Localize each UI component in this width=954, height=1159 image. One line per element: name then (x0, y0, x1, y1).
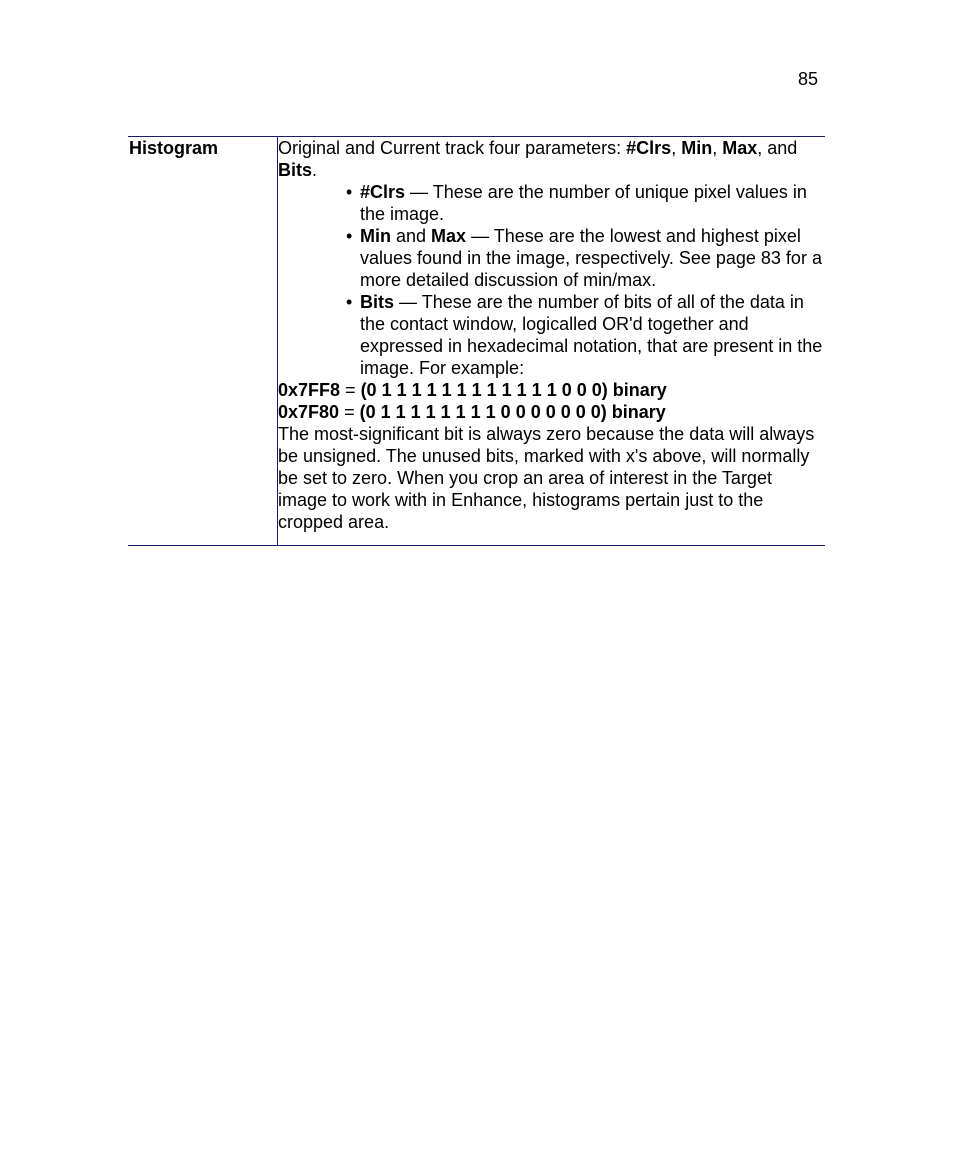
page-number: 85 (797, 69, 818, 89)
bullet-icon: • (346, 292, 353, 312)
example-equals: = (340, 380, 361, 400)
intro-bold-min: Min (681, 138, 713, 158)
intro-paragraph (278, 137, 825, 181)
parameter-list (278, 181, 825, 379)
description-cell (278, 137, 825, 545)
bullet-bold: #Clrs (360, 182, 406, 202)
intro-bold-clrs: #Clrs (626, 138, 672, 158)
bullet-bold: Min (360, 226, 391, 246)
intro-text-5: . (312, 160, 318, 180)
example-line-2 (278, 401, 825, 423)
bullet-icon: • (346, 182, 353, 202)
bullet-text-2: — These are the lowest and highest pixel values found in the image, respectively. See page 83 for a more detailed discussion of min/max. (360, 226, 822, 290)
example-equals: = (339, 402, 360, 422)
example-binary: (0 1 1 1 1 1 1 1 1 0 0 0 0 0 0 0) binary (359, 402, 666, 422)
list-item-bits (332, 291, 825, 379)
intro-bold-max: Max (722, 138, 758, 158)
closing-paragraph: The most-significant bit is always zero because the data will always be unsigned. The unused bits, marked with x's above, will normally be set to zero. When you crop an area of interest in the Target image to work with in Enhance, histograms pertain just to the cropped area. (278, 424, 815, 532)
example-hex: 0x7FF8 (278, 380, 341, 400)
list-item-min-max (332, 225, 825, 291)
example-line-1 (278, 379, 825, 401)
bullet-text: and (391, 226, 432, 246)
example-hex: 0x7F80 (278, 402, 340, 422)
bullet-text: — These are the number of bits of all of the data in the contact window, logicalled OR'd together and expressed in hexadecimal notation, that are present in the image. For example: (360, 292, 823, 378)
definition-table (128, 136, 825, 546)
list-item-clrs (332, 181, 825, 225)
intro-text-4: , and (757, 138, 798, 158)
intro-text-3: , (712, 138, 723, 158)
intro-bold-bits: Bits (278, 160, 313, 180)
example-binary: (0 1 1 1 1 1 1 1 1 1 1 1 1 0 0 0) binary (360, 380, 667, 400)
term-cell (128, 137, 278, 545)
term-label: Histogram (129, 138, 219, 158)
bullet-icon: • (346, 226, 353, 246)
intro-text-2: , (671, 138, 682, 158)
bullet-text: — These are the number of unique pixel values in the image. (360, 182, 807, 224)
bullet-bold: Bits (360, 292, 395, 312)
intro-text-1: Original and Current track four parameters: (278, 138, 627, 158)
bullet-bold-2: Max (431, 226, 467, 246)
